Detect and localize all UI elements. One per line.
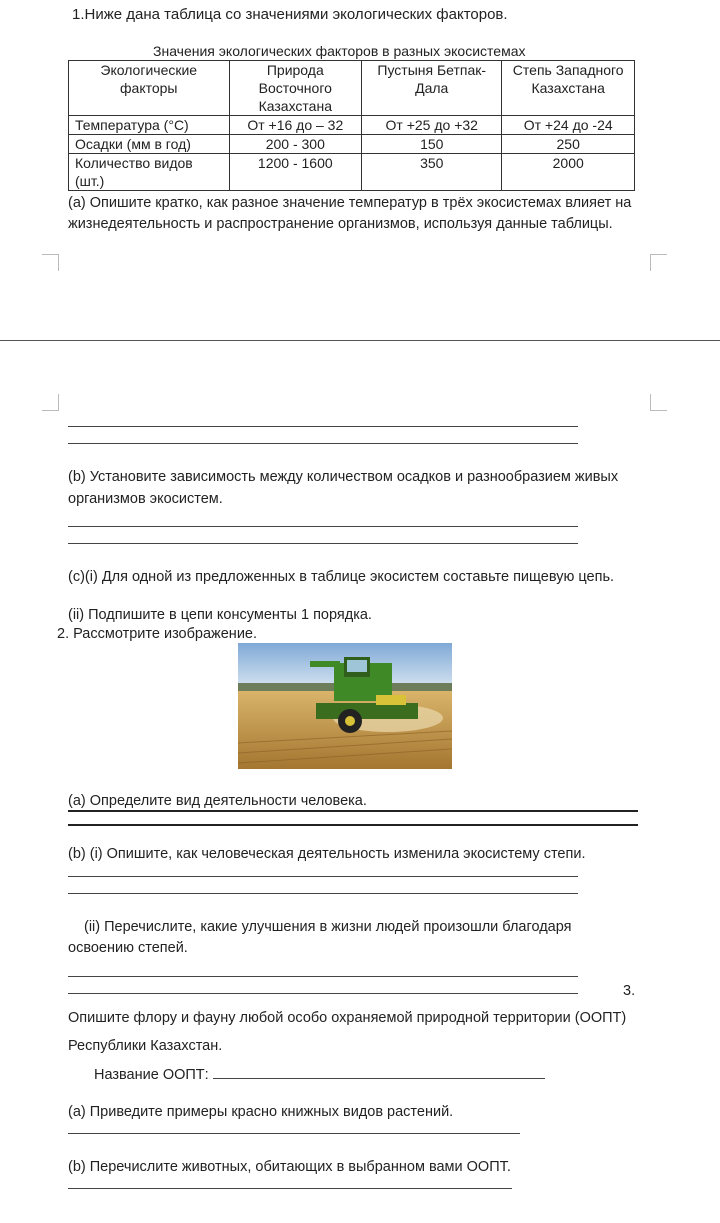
question-2a: (a) Определите вид деятельности человека. [68,793,367,809]
question-1ci: (c)(i) Для одной из предложенных в таблице экосистем составьте пищевую цепь. [68,569,615,585]
question-1a-cont: жизнедеятельность и распространение организмов, используя данные таблицы. [68,216,613,232]
table-cell: Количество видов (шт.) [69,154,230,191]
corner-mark [650,254,667,271]
combine-harvester-image [238,643,452,769]
table-caption: Значения экологических факторов в разных экосистемах [153,43,526,59]
corner-mark [42,254,59,271]
question-2bii-cont: освоению степей. [68,940,188,956]
question-3a: (a) Приведите примеры красно книжных видов растений. [68,1104,454,1120]
table-cell: Температура (°C) [69,116,230,135]
table-row [69,135,635,154]
eco-factors-table [68,60,635,191]
question-1b: (b) Установите зависимость между количеством осадков и разнообразием живых [68,469,619,485]
answer-line[interactable] [68,876,578,877]
table-header-row [69,61,635,116]
task3-heading: Опишите флору и фауну любой особо охраняемой природной территории (ООПТ) [68,1010,627,1026]
table-cell: 1200 - 1600 [229,154,362,191]
answer-line[interactable] [68,543,578,544]
question-1cii: (ii) Подпишите в цепи консументы 1 порядка. [68,607,372,623]
table-row [69,116,635,135]
answer-line[interactable] [68,443,578,444]
table-cell: Осадки (мм в год) [69,135,230,154]
table-header-cell: Природа Восточного Казахстана [229,61,362,116]
answer-line[interactable] [68,1188,512,1189]
task1-heading: 1.Ниже дана таблица со значениями экологических факторов. [72,6,508,23]
table-cell: От +25 до +32 [362,116,502,135]
question-2bi: (b) (i) Опишите, как человеческая деятельность изменила экосистему степи. [68,846,586,862]
answer-line[interactable] [68,810,638,812]
oopt-name-label: Название ООПТ: [94,1067,209,1083]
task2-heading: 2. Рассмотрите изображение. [57,626,258,642]
task3-number: 3. [623,983,636,999]
table-cell: От +24 до -24 [502,116,635,135]
question-3b: (b) Перечислите животных, обитающих в выбранном вами ООПТ. [68,1159,511,1175]
answer-line[interactable] [68,976,578,977]
answer-line[interactable] [68,1133,520,1134]
corner-mark [650,394,667,411]
question-1b-cont: организмов экосистем. [68,491,223,507]
table-header-cell: Степь Западного Казахстана [502,61,635,116]
table-row [69,154,635,191]
answer-line[interactable] [68,526,578,527]
corner-mark [42,394,59,411]
answer-line[interactable] [68,426,578,427]
answer-line[interactable] [68,993,578,994]
table-cell: 2000 [502,154,635,191]
answer-line[interactable] [68,893,578,894]
question-2bii: (ii) Перечислите, какие улучшения в жизни людей произошли благодаря [84,919,572,935]
table-cell: 250 [502,135,635,154]
table-header-cell: Экологические факторы [69,61,230,116]
table-cell: 200 - 300 [229,135,362,154]
question-1a: (a) Опишите кратко, как разное значение температур в трёх экосистемах влияет на [68,195,632,211]
page-break [0,340,720,341]
oopt-name-input-line[interactable] [213,1078,545,1079]
answer-line[interactable] [68,824,638,826]
table-cell: От +16 до – 32 [229,116,362,135]
table-cell: 350 [362,154,502,191]
task3-heading-cont: Республики Казахстан. [68,1038,223,1054]
table-cell: 150 [362,135,502,154]
table-header-cell: Пустыня Бетпак-Дала [362,61,502,116]
